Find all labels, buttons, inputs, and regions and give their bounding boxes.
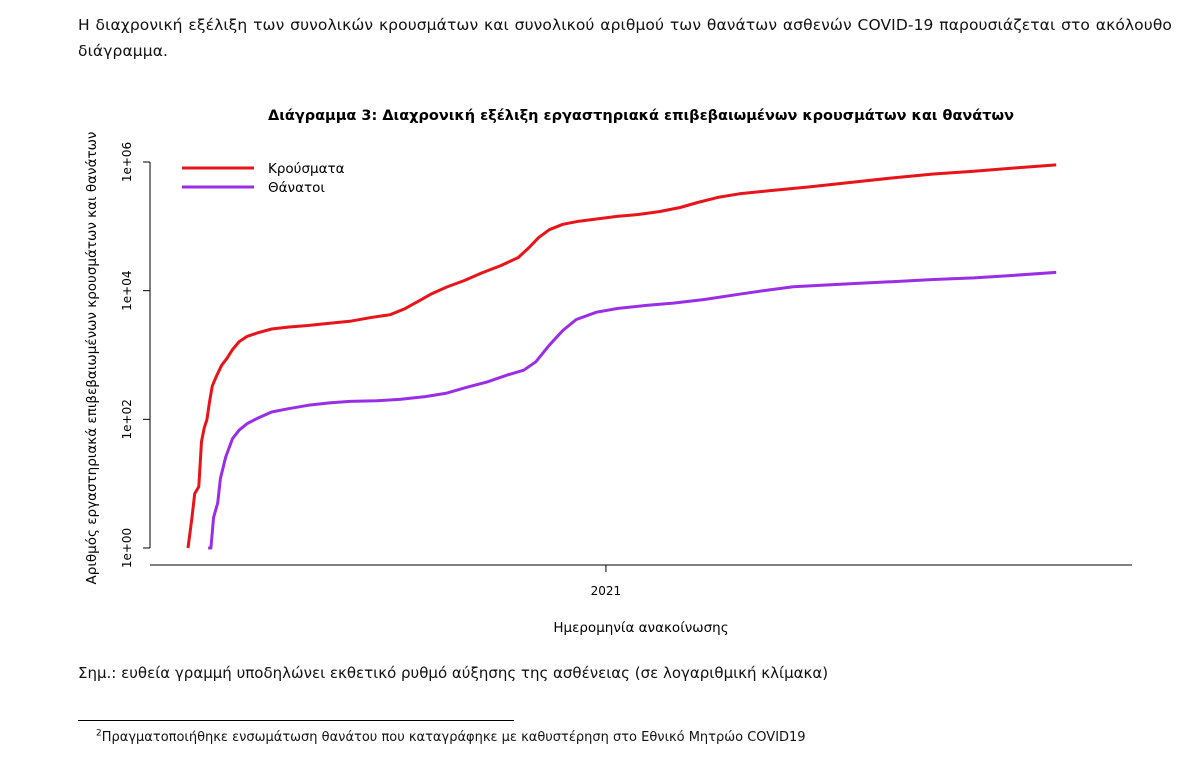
footnote — [96, 730, 806, 745]
footnote-text: Πραγματοποιήθηκε ενσωμάτωση θανάτου που καταγράφηκε με καθυστέρηση στο Εθνικό Μητρώο COVID19 — [101, 730, 806, 745]
chart-title: Διάγραμμα 3: Διαχρονική εξέλιξη εργαστηριακά επιβεβαιωμένων κρουσμάτων και θανάτων — [268, 108, 1014, 124]
intro-paragraph: Η διαχρονική εξέλιξη των συνολικών κρουσμάτων και συνολικού αριθμού των θανάτων ασθενών COVID-19 παρουσιάζεται στο ακόλουθο διάγραμμα. — [78, 16, 1172, 60]
x-axis-label: Ημερομηνία ανακοίνωσης — [553, 620, 729, 636]
x-tick-label: 2021 — [590, 584, 622, 598]
y-axis — [120, 142, 150, 568]
y-tick-label: 1e+04 — [120, 270, 134, 311]
chart-note: Σημ.: ευθεία γραμμή υποδηλώνει εκθετικό ρυθμό αύξησης της ασθένειας (σε λογαριθμική κλίμακα) — [78, 664, 829, 682]
deaths-line — [208, 272, 1056, 548]
footnote-marker: 2 — [96, 728, 102, 739]
y-tick-label: 1e+00 — [120, 527, 134, 569]
y-axis-label: Αριθμός εργαστηριακά επιβεβαιωμένων κρουσμάτων και θανάτων — [84, 131, 100, 585]
x-axis — [150, 565, 1132, 598]
y-tick-label: 1e+02 — [120, 399, 134, 440]
legend — [182, 161, 345, 196]
y-tick-label: 1e+06 — [120, 141, 134, 183]
cases-line — [188, 165, 1056, 548]
legend-label-cases: Κρούσματα — [268, 161, 345, 177]
footnote-divider — [78, 720, 514, 721]
legend-label-deaths: Θάνατοι — [268, 180, 325, 196]
